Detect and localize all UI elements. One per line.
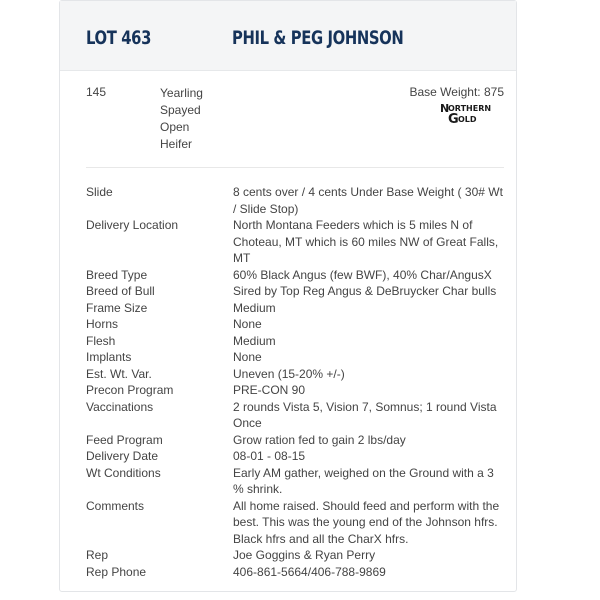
base-weight: Base Weight: 875 <box>409 85 504 99</box>
head-count: 145 <box>86 85 107 99</box>
detail-value: Sired by Top Reg Angus & DeBruycker Char bulls <box>233 284 497 298</box>
detail-row <box>60 382 516 399</box>
detail-label: Horns <box>86 317 119 331</box>
detail-value: Medium <box>233 300 276 315</box>
detail-label: Wt Conditions <box>86 465 161 480</box>
detail-row <box>60 217 516 267</box>
svg-text:ORTHERN: ORTHERN <box>448 104 492 113</box>
lot-card <box>59 0 517 592</box>
detail-value: 2 rounds Vista 5, Vision 7, Somnus; 1 round Vista Once <box>233 399 497 430</box>
detail-row <box>60 432 516 449</box>
detail-value: All home raised. Should feed and perform with the best. This was the young end of the Johnson hfrs. Black hfrs and all the CharX hfrs. <box>233 498 500 546</box>
detail-value: 08-01 - 08-15 <box>233 449 306 463</box>
detail-value: None <box>233 317 262 331</box>
detail-value: 60% Black Angus (few BWF), 40% Char/AngusX <box>233 267 492 282</box>
detail-row <box>60 349 516 366</box>
detail-row <box>60 498 516 548</box>
svg-text:OLD: OLD <box>458 115 477 124</box>
detail-row <box>60 184 516 217</box>
detail-value: None <box>233 350 262 364</box>
detail-label: Frame Size <box>86 300 148 315</box>
detail-value: Early AM gather, weighed on the Ground with a 3 % shrink. <box>233 465 494 496</box>
detail-label: Flesh <box>86 333 116 348</box>
detail-value: Grow ration fed to gain 2 lbs/day <box>233 432 406 447</box>
cattle-description <box>160 85 203 153</box>
seller-name: PHIL & PEG JOHNSON <box>232 27 404 49</box>
detail-row <box>60 564 516 581</box>
detail-value: Joe Goggins & Ryan Perry <box>233 548 376 562</box>
detail-label: Rep <box>86 548 109 562</box>
description-line: Spayed <box>160 103 201 117</box>
lot-details <box>60 168 516 580</box>
northern-gold-logo <box>434 101 504 127</box>
detail-value: Uneven (15-20% +/-) <box>233 366 345 381</box>
detail-label: Est. Wt. Var. <box>86 366 152 381</box>
description-line: Heifer <box>160 137 193 151</box>
detail-row <box>60 267 516 284</box>
detail-label: Slide <box>86 185 113 199</box>
detail-row <box>60 283 516 300</box>
detail-row <box>60 399 516 432</box>
detail-label: Delivery Location <box>86 218 179 232</box>
lot-number: LOT 463 <box>86 27 151 49</box>
detail-value: PRE-CON 90 <box>233 383 306 397</box>
detail-row <box>60 366 516 383</box>
detail-row <box>60 448 516 465</box>
detail-label: Rep Phone <box>86 564 147 579</box>
detail-value: North Montana Feeders which is 5 miles N of Choteau, MT which is 60 miles NW of Great Falls, MT <box>233 218 499 265</box>
detail-label: Precon Program <box>86 383 174 397</box>
detail-label: Implants <box>86 350 132 364</box>
description-line: Open <box>160 120 190 134</box>
detail-label: Delivery Date <box>86 449 159 463</box>
detail-label: Comments <box>86 498 145 513</box>
detail-row <box>60 300 516 317</box>
lot-summary <box>60 71 516 167</box>
detail-label: Feed Program <box>86 432 163 447</box>
detail-value: 8 cents over / 4 cents Under Base Weight ( 30# Wt / Slide Stop) <box>233 185 503 216</box>
detail-value: 406-861-5664/406-788-9869 <box>233 564 386 579</box>
detail-label: Breed of Bull <box>86 284 155 298</box>
description-line: Yearling <box>160 86 203 100</box>
detail-value: Medium <box>233 333 276 348</box>
detail-label: Vaccinations <box>86 399 154 414</box>
detail-label: Breed Type <box>86 267 148 282</box>
lot-header <box>60 1 516 71</box>
svg-text:G: G <box>448 112 459 127</box>
detail-row <box>60 333 516 350</box>
svg-text:N: N <box>440 102 450 115</box>
detail-row <box>60 547 516 564</box>
detail-row <box>60 465 516 498</box>
detail-row <box>60 316 516 333</box>
